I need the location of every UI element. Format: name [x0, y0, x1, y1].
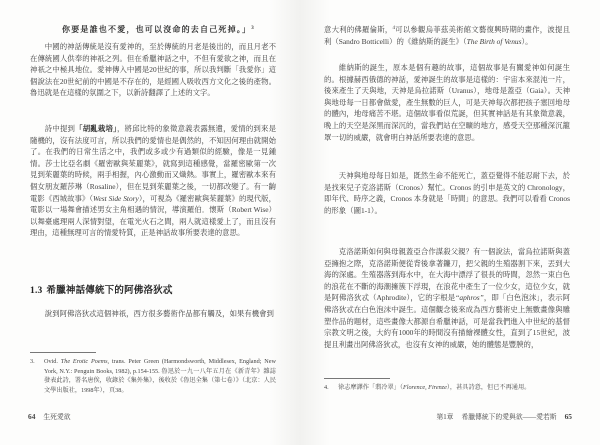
left-paragraph-1: 中國的神話傳統是沒有愛神的，至於傳統的月老是後出的，而且月老不在傳統國人供奉的神祇之列。但在希臘神話之中，不但有愛欲之神，而且在神祇之中極具地位。愛神傳入中國是20世紀的事，所以我判斷「我愛你」這個說法在20世紀前的中國是不存在的，是經國人吸收西方文化之後的產物。魯迅就是在這樣的氛圍之下，以新詩翻譯了上述的文字。 [30, 42, 276, 98]
footnote-rule-left [30, 352, 96, 353]
left-paragraph-1-block [30, 41, 276, 99]
right-page [300, 0, 600, 445]
right-paragraph-2: 維納斯的誕生，原本是個有趣的故事，這個故事是有關愛神如何誕生的。根據赫西俄德的神話，愛神誕生的故事是這樣的：宇宙本來混沌一片，後來產生了天與地，天神是烏拉諾斯（Uranus），地母是蓋亞（Gaia）。天神與地母每一日都會做愛，產生無數的巨人，可是天神每次都把孩子塞回地母的體內，地母痛苦不堪。這個故事看似荒誕，但其實神話是有其象徵意義，晚上的天空是深黑而深沉的，當我們站在空曠的地方，感受天空那種深沉籠罩一切的威嚴，就會明白神話所要表達的意思。 [324, 63, 570, 142]
footnote-4 [324, 383, 570, 393]
section-number: 1.3 [30, 286, 43, 296]
right-paragraph-1-block [324, 24, 570, 47]
poem-quote-text: 你要是誰也不愛，也可以沒命的去自己死掉。」 [62, 25, 252, 34]
right-paragraph-4-block [324, 246, 570, 350]
right-footer [436, 412, 572, 423]
footnote-3 [30, 357, 276, 395]
footnote-4-marker: 4. [324, 384, 329, 391]
section-title: 希臘神話傳統下的阿佛洛狄忒 [46, 286, 173, 296]
footnote-ref-4: 4 [392, 26, 395, 31]
footnote-4-text-a: 徐志摩譯作「翡冷翠」（ [338, 384, 403, 391]
painting-title-english: The Birth of Venus [466, 36, 522, 46]
running-head-right: 希臘傳統下的愛與欲——愛若斯 [461, 414, 557, 421]
paragraph-2-text-a: ，將邱比特的象徵意義表露無遺，愛情的到來是隨機的，沒有法度可言，所以我們的愛情也是偶然的，不知因何理由就開始了。在我們的日常生活之中，我們或多或少有過類似的經驗，像是一見鍾情。莎士比亞名劇《羅密歐與茱麗葉》，就寫到這種感覺，當羅密歐第一次見到茱麗葉的時候，兩手相握，內心激動而又熾熱。事實上，羅密歐本來有個女朋友羅莎琳（Rosaline），但在見到茱麗葉之後，一切都改變了。有一齣電影《西城故事》（ [30, 124, 276, 203]
paragraph-2-text-b: ），可視為《羅密歐與茱麗葉》的現代版，電影以一場舞會描述男女主角相遇的情況，導演羅伯．懷斯（Robert Wise）以舞臺處理兩人深情對望，在電光火石之間，兩人就這樣愛上了，而且沒有理由，這種無理可言的情愛特質，正是神話故事所要表達的意思。 [30, 193, 276, 238]
section-intro: 說到阿佛洛狄忒這個神祇，西方很多藝術作品都有觸及，如果有機會到 [44, 309, 274, 318]
film-title-english: West Side Story [93, 193, 139, 203]
footnote-3-book-title: The Erotic Poems [60, 358, 108, 365]
section-intro-block [30, 308, 276, 320]
right-paragraph-1 [324, 24, 570, 47]
paragraph-2-lead: 詩中提到 [44, 124, 76, 133]
right-paragraph-4 [324, 246, 570, 350]
page-number-left: 64 [28, 412, 36, 421]
footnote-3-text: , trans. Peter Green (Harmondsworth, Middlesex, England; New York, N.Y.: Penguin Books, 1982), p.154-155. 魯迅於一九一八年五月在《新青年》雜誌發表此詩，署名唐俟，收錄於《集外集》，後收於《魯迅全集（第七卷）》（北京：人民文學出版社，1998年），頁38。 [44, 358, 277, 394]
page-number-right: 65 [564, 412, 572, 421]
footnote-4-place-name: Florence, Firenze [402, 384, 447, 391]
right-paragraph-4-text-a: 克洛諾斯如何與母親蓋亞合作謀殺父親？有一個說法，當烏拉諾斯與蓋亞擁抱之際，克洛諾斯便從背後拿著鐮刀，把父親的生殖器割下來，丟到大海的深處。生殖器落到海水中，在大海中漂浮了很長的時間，忽然一束白色的浪花在不斷的海潮擁簇下浮現，在浪花中產生了一位少女，這位少女，就是阿佛洛狄忒（Aphrodite），它的字根是 [324, 247, 570, 303]
running-head-left: 生死愛欲 [43, 414, 71, 421]
poem-quote-line [62, 24, 276, 36]
footnote-4-text-b: ），甚具詩意，但已不再通用。 [446, 384, 531, 391]
footnote-ref-3: 3 [251, 26, 255, 31]
greek-term-aphros: “aphros” [455, 293, 484, 303]
section-heading [30, 284, 276, 298]
left-footer [28, 412, 71, 423]
footnote-3-marker: 3. [30, 358, 35, 365]
left-paragraph-2-block [30, 123, 276, 239]
footnote-rule-right [324, 378, 390, 379]
right-paragraph-4-text-b: ，即「白色泡沫」，表示阿佛洛狄忒在白色泡沫中誕生。這個觀念後來成為西方藝術史上無數畫像與雕塑作品的題材，這些畫像大都源自希臘神話，可是當我們進入中世紀的基督宗教文明之後，大約有1000年的時間沒有描繪裸體女性，直到了15世紀，波提且利畫出阿佛洛狄忒，也沒有女神的威嚴，她的體態是豐腴的， [324, 293, 570, 349]
right-paragraph-3-block [324, 170, 570, 216]
left-paragraph-2 [30, 123, 276, 239]
footnote-3-author: Ovid. [44, 358, 61, 365]
paragraph-2-key-phrase: 「胡亂栽培」 [75, 124, 117, 133]
right-paragraph-1-text-a: 意大利的佛羅倫斯， [324, 25, 393, 34]
right-paragraph-1-text-b: 可以參觀烏菲茲美術館文藝復興時期的畫作，波提且利（Sandro Botticelli）的《維納斯的誕生》（ [324, 25, 570, 46]
right-paragraph-2-block [324, 62, 570, 143]
right-paragraph-1-text-c: ）。 [521, 36, 533, 46]
chapter-label: 第1章 [436, 414, 454, 421]
right-paragraph-3: 天神與地母每日如是，既然生命不能死亡，蓋亞覺得不能忍耐下去，於是找來兒子克洛諾斯（Cronos）幫忙。Cronos 的引申是英文的 Chronology，即年代、時序之義，Cronos 本身就是「時間」的意思。我們可以看看 Cronos 的形象（圖1-1）。 [324, 171, 570, 215]
